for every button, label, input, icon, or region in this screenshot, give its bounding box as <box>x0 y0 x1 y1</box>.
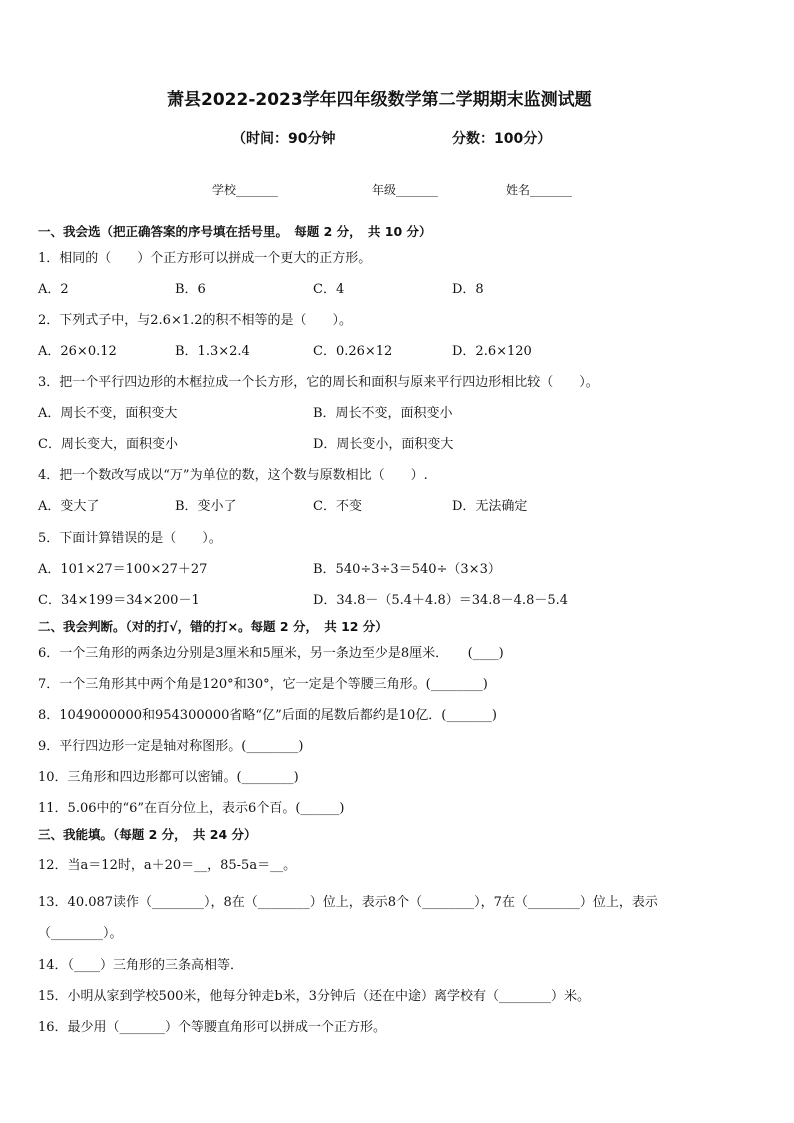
q2-option-d: D．2.6×120 <box>452 344 532 359</box>
q2-option-b: B．1.3×2.4 <box>175 344 250 359</box>
question-2: 2．下列式子中，与2.6×1.2的积不相等的是（ ）。 <box>38 313 353 328</box>
q2-option-c: C．0.26×12 <box>313 344 393 359</box>
q5-option-d: D．34.8－（5.4＋4.8）＝34.8－4.8－5.4 <box>313 593 569 608</box>
q4-option-a: A．变大了 <box>38 499 100 514</box>
question-9: 9．平行四边形一定是轴对称图形。(________) <box>38 739 304 754</box>
question-10: 10．三角形和四边形都可以密铺。(________) <box>38 770 299 785</box>
question-3: 3．把一个平行四边形的木框拉成一个长方形，它的周长和面积与原来平行四边形相比较（ ）。 <box>38 375 599 390</box>
total-score: 分数：100分） <box>452 131 552 147</box>
section-3-heading: 三、我能填。（每题 2 分， 共 24 分） <box>38 827 257 842</box>
question-13: 13．40.087读作（________），8在（________）位上，表示8个（________），7在（________）位上，表示 <box>38 895 658 910</box>
question-1: 1．相同的（ ）个正方形可以拼成一个更大的正方形。 <box>38 251 372 266</box>
q4-option-c: C．不变 <box>313 499 362 514</box>
question-4: 4．把一个数改写成以“万”为单位的数，这个数与原数相比（ ）. <box>38 468 428 483</box>
q3-option-c: C．周长变大，面积变小 <box>38 437 178 452</box>
q1-option-c: C．4 <box>313 282 345 297</box>
question-6: 6．一个三角形的两条边分别是3厘米和5厘米，另一条边至少是8厘米． (____) <box>38 646 504 661</box>
q1-option-a: A．2 <box>38 282 69 297</box>
q3-option-b: B．周长不变，面积变小 <box>313 406 453 421</box>
question-15: 15．小明从家到学校500米，他每分钟走b米，3分钟后（还在中途）离学校有（________）米。 <box>38 989 590 1004</box>
name-field: 姓名_______ <box>506 183 573 197</box>
section-2-heading: 二、我会判断。（对的打√，错的打×。每题 2 分， 共 12 分） <box>38 619 388 634</box>
question-14: 14．（____）三角形的三条高相等． <box>38 958 244 973</box>
section-1-heading: 一、我会选（把正确答案的序号填在括号里。 每题 2 分， 共 10 分） <box>38 224 432 239</box>
question-8: 8．1049000000和954300000省略“亿”后面的尾数后都约是10亿．(_______) <box>38 708 497 723</box>
q2-option-a: A．26×0.12 <box>38 344 117 359</box>
school-field: 学校_______ <box>212 183 279 197</box>
question-13-cont: （________）。 <box>38 926 123 941</box>
q4-option-b: B．变小了 <box>175 499 237 514</box>
grade-field: 年级_______ <box>372 183 439 197</box>
q5-option-a: A．101×27＝100×27＋27 <box>38 562 208 577</box>
question-12: 12．当a＝12时，a＋20＝__，85-5a＝__。 <box>38 858 297 873</box>
question-5: 5．下面计算错误的是（ ）。 <box>38 531 222 546</box>
page-title: 萧县2022-2023学年四年级数学第二学期期末监测试题 <box>167 90 592 110</box>
q1-option-d: D．8 <box>452 282 484 297</box>
q3-option-a: A．周长不变，面积变大 <box>38 406 178 421</box>
question-7: 7．一个三角形其中两个角是120°和30°，它一定是个等腰三角形。(________) <box>38 677 488 692</box>
question-16: 16．最少用（_______）个等腰直角形可以拼成一个正方形。 <box>38 1020 387 1035</box>
q1-option-b: B．6 <box>175 282 206 297</box>
q5-option-c: C．34×199＝34×200－1 <box>38 593 200 608</box>
q3-option-d: D．周长变小，面积变大 <box>313 437 454 452</box>
q4-option-d: D．无法确定 <box>452 499 528 514</box>
time-limit: （时间：90分钟 <box>232 131 336 147</box>
question-11: 11．5.06中的“6”在百分位上，表示6个百。(______) <box>38 801 345 816</box>
q5-option-b: B．540÷3÷3＝540÷（3×3） <box>313 562 501 577</box>
